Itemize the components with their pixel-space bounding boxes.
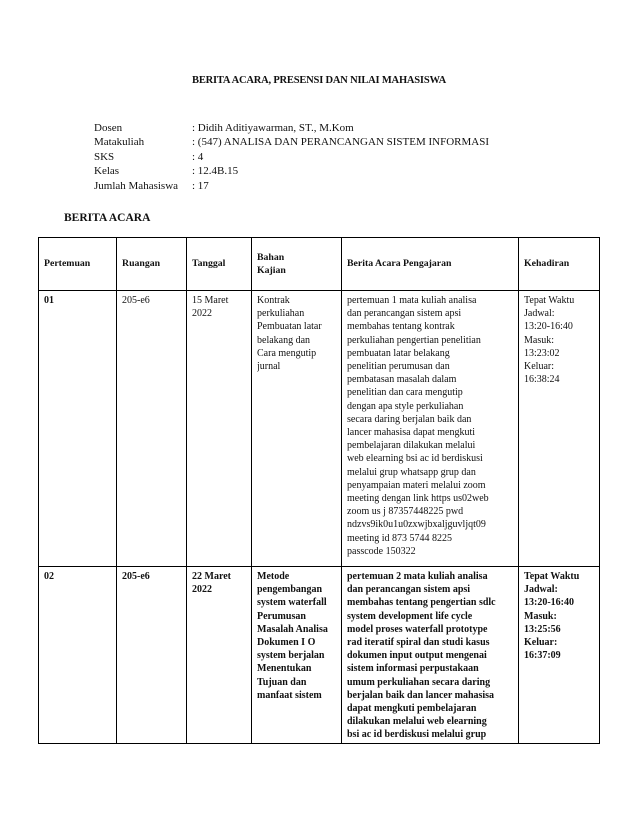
cell-pertemuan [39,291,117,567]
info-label: Dosen [94,122,123,134]
berita-acara-line: melalui grup whatsapp grup dan [347,466,476,478]
berita-acara-line: system development life cycle [347,610,473,622]
berita-acara-line: pertemuan 1 mata kuliah analisa [347,295,477,306]
pertemuan-value: 01 [44,295,54,306]
berita-acara-line: perkuliahan pengertian penelitian [347,334,481,346]
header-bahan-line: Bahan [257,251,285,263]
info-value: : 4 [192,150,204,163]
bahan-kajian-line: Dokumen I O [257,637,316,649]
header-bahan-kajian [252,238,342,291]
info-value: : (547) ANALISA DAN PERANCANGAN SISTEM INFORMASI [192,136,490,149]
bahan-kajian-line: Perumusan [257,610,306,622]
header-berita-acara: Berita Acara Pengajaran [342,238,519,291]
kehadiran-line: 16:37:09 [524,650,561,662]
kehadiran-line: Masuk: [524,334,554,346]
cell-ruangan [117,567,187,744]
cell-berita-acara-content [347,570,514,740]
cell-berita-acara-content [347,294,514,558]
header-kajian-line: Kajian [257,265,286,276]
berita-acara-line: meeting id 873 5744 8225 [347,532,452,544]
cell-kehadiran [519,567,600,744]
berita-acara-line: penelitian dan cara mengutip [347,387,463,399]
cell-tanggal-content [192,294,247,320]
info-row-kelas [94,164,489,178]
bahan-kajian-line: Cara mengutip [257,347,317,359]
bahan-kajian-line: manfaat sistem [257,689,322,701]
berita-acara-line: sistem informasi perpustakaan [347,663,479,675]
info-value: : 12.4B.15 [192,165,239,178]
berita-acara-line: lancer mahasisa dapat mengkuti [347,427,476,439]
header-kehadiran: Kehadiran [519,238,600,291]
berita-acara-line: secara daring berjalan baik dan [347,413,472,425]
kehadiran-line: 13:23:02 [524,347,560,359]
cell-ruangan-content [122,570,182,583]
berita-acara-line: penelitian perumusan dan [347,361,450,373]
info-row-sks [94,150,489,164]
info-label: Jumlah Mahasiswa [94,179,179,192]
berita-acara-line: bsi ac id berdiskusi melalui grup [347,729,487,740]
kehadiran-line: Keluar: [524,637,558,649]
kehadiran-line: Tepat Waktu [524,571,580,582]
cell-tanggal [187,567,252,744]
tanggal-line: 2022 [192,308,212,320]
bahan-kajian-line: Metode [257,571,290,582]
cell-berita-acara [342,291,519,567]
cell-bahan-kajian-content [257,294,337,373]
cell-kehadiran-content [524,294,595,386]
info-row-matakuliah [94,135,489,149]
berita-acara-line: dengan apa style perkuliahan [347,400,464,412]
cell-pertemuan-content [44,570,112,583]
tanggal-line: 2022 [192,584,212,596]
berita-acara-line: passcode 150322 [347,545,416,557]
bahan-kajian-line: pengembangan [257,584,323,596]
cell-tanggal [187,291,252,567]
bahan-kajian-line: Menentukan [257,663,312,675]
ruangan-value: 205-e6 [122,571,150,582]
kehadiran-line: 13:20-16:40 [524,321,573,333]
berita-acara-line: pembuatan latar belakang [347,347,450,359]
berita-acara-line: dan perancangan sistem apsi [347,308,462,320]
berita-acara-line: pembatasan masalah dalam [347,374,457,386]
berita-acara-line: dilakukan melalui web elearning [347,716,487,728]
table-header-row [39,238,600,291]
bahan-kajian-line: perkuliahan [257,308,305,320]
berita-acara-line: pembelajaran dilakukan melalui [347,440,476,452]
info-value: : 17 [192,179,209,192]
bahan-kajian-line: jurnal [257,361,281,373]
tanggal-line: 15 Maret [192,295,229,306]
cell-pertemuan [39,567,117,744]
kehadiran-line: Keluar: [524,361,554,373]
table-row [39,291,600,567]
kehadiran-line: 16:38:24 [524,374,560,386]
berita-acara-line: zoom us j 87357448225 pwd [347,506,464,518]
cell-bahan-kajian [252,291,342,567]
kehadiran-line: 13:20-16:40 [524,597,574,609]
pertemuan-value: 02 [44,571,54,582]
info-label: Matakuliah [94,136,145,149]
bahan-kajian-line: Masalah Analisa [257,623,328,635]
bahan-kajian-line: system waterfall [257,597,327,609]
bahan-kajian-line: Pembuatan latar [257,321,322,333]
kehadiran-line: Tepat Waktu [524,295,575,306]
ruangan-value: 205-e6 [122,295,150,306]
header-ruangan: Ruangan [117,238,187,291]
berita-acara-line: berjalan baik dan lancer mahasisa [347,689,495,701]
tanggal-line: 22 Maret [192,571,231,582]
info-row-dosen [94,121,489,135]
document-title: BERITA ACARA, PRESENSI DAN NILAI MAHASISWA [192,75,446,86]
cell-ruangan-content [122,294,182,307]
bahan-kajian-line: belakang dan [257,334,311,346]
cell-tanggal-content [192,570,247,596]
header-tanggal: Tanggal [187,238,252,291]
berita-acara-line: dan perancangan sistem apsi [347,584,471,596]
bahan-kajian-line: Tujuan dan [257,676,307,688]
berita-acara-line: rad iteratif spiral dan studi kasus [347,637,490,649]
cell-kehadiran-content [524,570,595,662]
info-label: SKS [94,150,115,163]
berita-acara-line: ndzvs9ik0u1u0zxwjbxaljguvljqt09 [347,519,486,531]
bahan-kajian-line: Kontrak [257,295,290,306]
kehadiran-line: Masuk: [524,610,557,622]
cell-bahan-kajian [252,567,342,744]
cell-kehadiran [519,291,600,567]
kehadiran-line: Jadwal: [524,308,555,320]
kehadiran-line: Jadwal: [524,584,558,596]
berita-acara-line: pertemuan 2 mata kuliah analisa [347,571,488,582]
header-pertemuan: Pertemuan [39,238,117,291]
info-value: : Didih Aditiyawarman, ST., M.Kom [192,122,354,134]
berita-acara-line: dapat mengkuti pembelajaran [347,703,477,715]
section-title: BERITA ACARA [64,212,151,224]
berita-acara-line: membahas tentang pengertian sdlc [347,597,496,609]
berita-acara-line: meeting dengan link https us02web [347,493,489,505]
cell-berita-acara [342,567,519,744]
course-info [94,121,489,193]
cell-ruangan [117,291,187,567]
berita-acara-line: penyampaian materi melalui zoom [347,479,486,491]
berita-acara-line: dokumen input output mengenai [347,650,487,662]
table-row [39,567,600,744]
kehadiran-line: 13:25:56 [524,623,561,635]
cell-bahan-kajian-content [257,570,337,702]
berita-acara-line: model proses waterfall prototype [347,623,488,635]
cell-pertemuan-content [44,294,112,307]
berita-acara-table [38,237,600,744]
bahan-kajian-line: system berjalan [257,650,325,662]
berita-acara-line: membahas tentang kontrak [347,321,455,333]
berita-acara-line: umum perkuliahan secara daring [347,676,491,688]
info-row-jumlah-mahasiswa [94,179,489,193]
table-body [39,291,600,744]
info-label: Kelas [94,165,120,178]
berita-acara-line: web elearning bsi ac id berdiskusi [347,453,483,465]
